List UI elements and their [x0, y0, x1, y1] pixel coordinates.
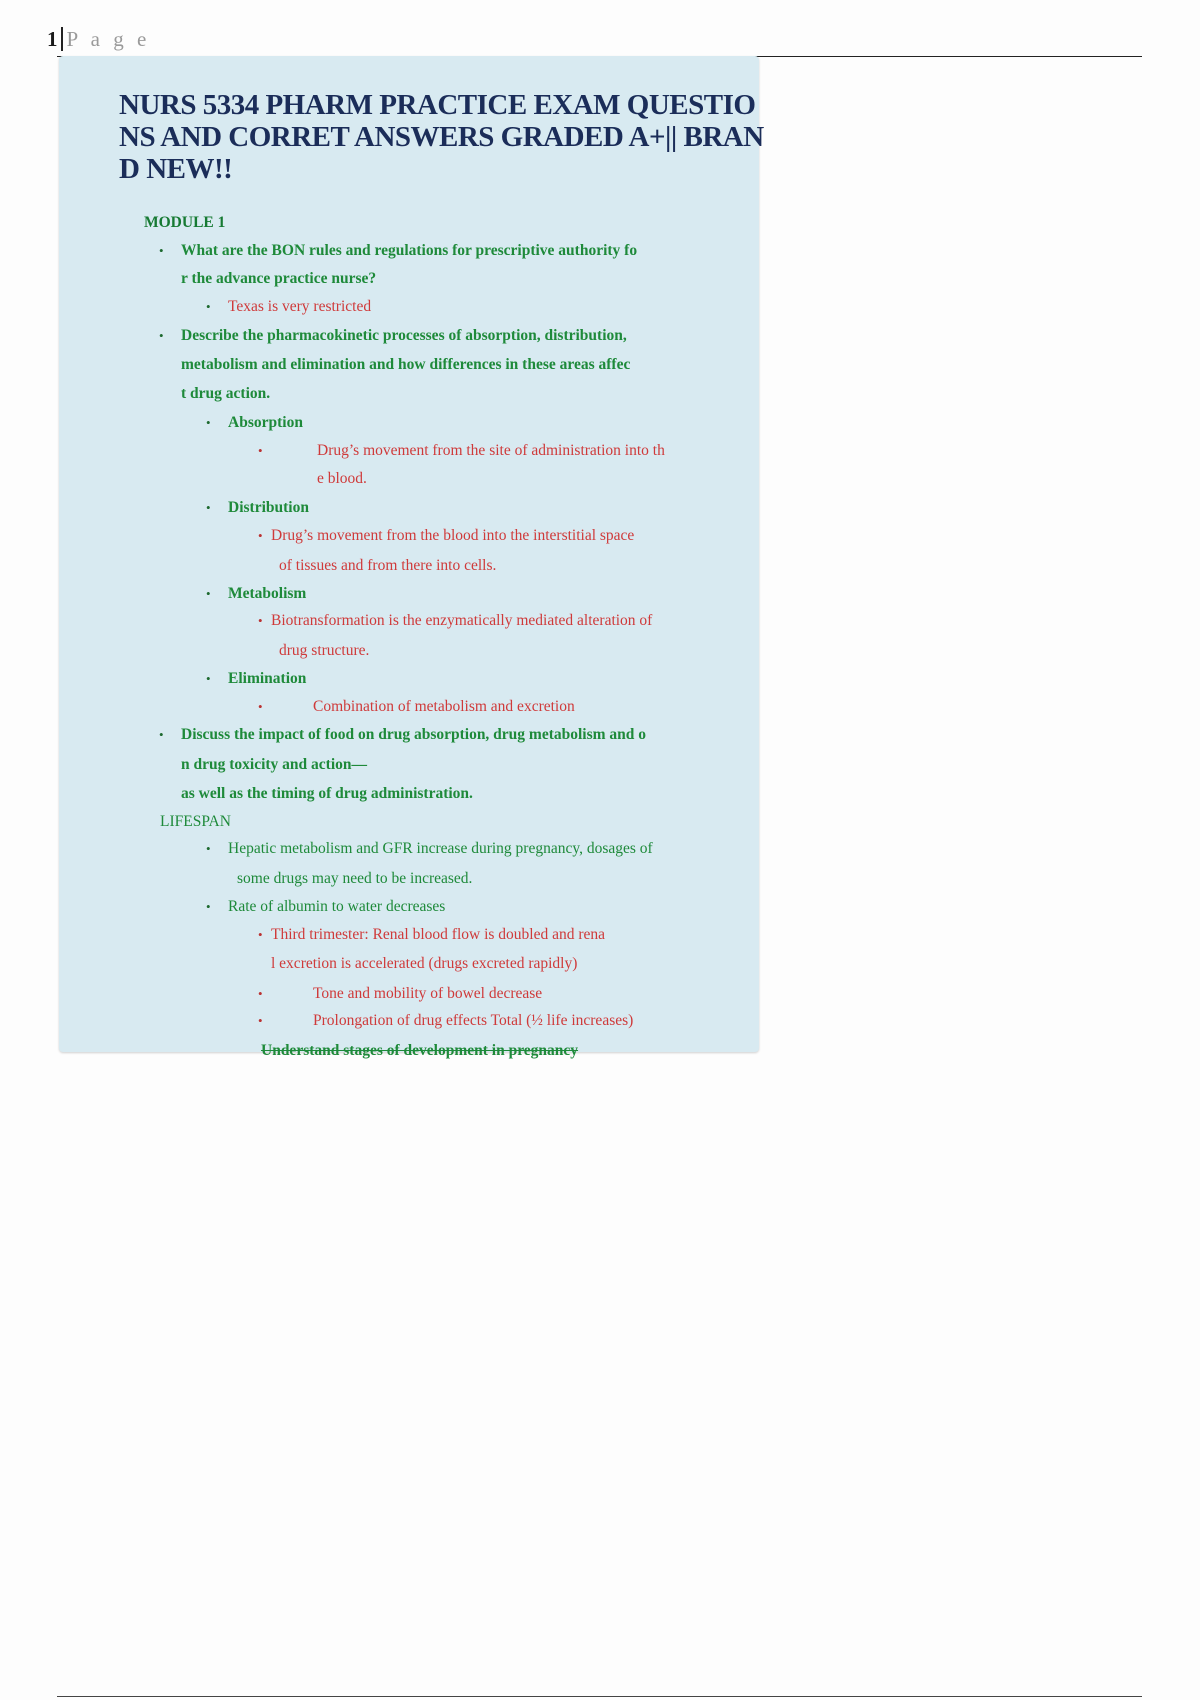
- lifespan-item-3-line-2: l excretion is accelerated (drugs excreted rapidly): [271, 955, 578, 972]
- metabolism-definition-line-2: drug structure.: [279, 642, 370, 659]
- question-1-line-1: What are the BON rules and regulations for prescriptive authority fo: [181, 242, 638, 259]
- lifespan-item-2: Rate of albumin to water decreases: [228, 898, 446, 915]
- distribution-definition-line-2: of tissues and from there into cells.: [279, 557, 497, 574]
- lifespan-item-5: Prolongation of drug effects Total (½ life increases): [313, 1012, 634, 1029]
- bullet: •: [159, 328, 164, 343]
- distribution-definition-line-1: Drug’s movement from the blood into the interstitial space: [271, 527, 635, 544]
- page-separator: [61, 27, 63, 51]
- bullet: •: [258, 443, 263, 458]
- bullet: •: [258, 986, 263, 1001]
- lifespan-item-1-line-1: Hepatic metabolism and GFR increase during pregnancy, dosages of: [228, 840, 653, 857]
- page-header: [47, 26, 150, 52]
- question-2-line-1: Describe the pharmacokinetic processes of absorption, distribution,: [181, 327, 627, 344]
- bullet: •: [206, 500, 211, 515]
- bullet: •: [258, 927, 263, 942]
- footer-rule: [57, 1696, 1142, 1697]
- bullet: •: [206, 586, 211, 601]
- header-rule: [750, 56, 1142, 57]
- question-3-line-2: n drug toxicity and action—: [181, 756, 368, 773]
- lifespan-heading: LIFESPAN: [160, 813, 231, 830]
- page-number: 1: [47, 27, 58, 51]
- bullet: •: [258, 699, 263, 714]
- lifespan-item-4: Tone and mobility of bowel decrease: [313, 985, 543, 1002]
- bullet: •: [206, 899, 211, 914]
- lifespan-item-3-line-1: Third trimester: Renal blood flow is doubled and rena: [271, 926, 606, 943]
- distribution-heading: Distribution: [228, 499, 309, 516]
- question-2-line-2: metabolism and elimination and how differences in these areas affec: [181, 356, 631, 373]
- lifespan-item-6: Understand stages of development in pregnancy: [261, 1042, 579, 1059]
- bullet: •: [159, 243, 164, 258]
- bullet: •: [258, 613, 263, 628]
- question-3-line-1: Discuss the impact of food on drug absorption, drug metabolism and o: [181, 726, 647, 743]
- absorption-definition-line-2: e blood.: [317, 470, 367, 487]
- module-heading: MODULE 1: [144, 214, 226, 231]
- bullet: •: [206, 299, 211, 314]
- question-2-line-3: t drug action.: [181, 385, 271, 402]
- absorption-heading: Absorption: [228, 414, 303, 431]
- bullet: •: [258, 1013, 263, 1028]
- answer-1: Texas is very restricted: [228, 298, 372, 315]
- metabolism-heading: Metabolism: [228, 585, 307, 602]
- question-1-line-2: r the advance practice nurse?: [181, 270, 377, 287]
- bullet: •: [206, 841, 211, 856]
- absorption-definition-line-1: Drug’s movement from the site of administration into th: [317, 442, 665, 459]
- bullet: •: [206, 671, 211, 686]
- page-label: P a g e: [66, 27, 151, 51]
- lifespan-item-1-line-2: some drugs may need to be increased.: [237, 870, 473, 887]
- bullet: •: [258, 528, 263, 543]
- elimination-heading: Elimination: [228, 670, 307, 687]
- elimination-definition: Combination of metabolism and excretion: [313, 698, 575, 715]
- document-title: NURS 5334 PHARM PRACTICE EXAM QUESTIONS AND CORRET ANSWERS GRADED A+|| BRAND NEW!!: [119, 89, 764, 185]
- bullet: •: [206, 415, 211, 430]
- bullet: •: [159, 727, 164, 742]
- question-3-line-3: as well as the timing of drug administration.: [181, 785, 473, 802]
- metabolism-definition-line-1: Biotransformation is the enzymatically mediated alteration of: [271, 612, 653, 629]
